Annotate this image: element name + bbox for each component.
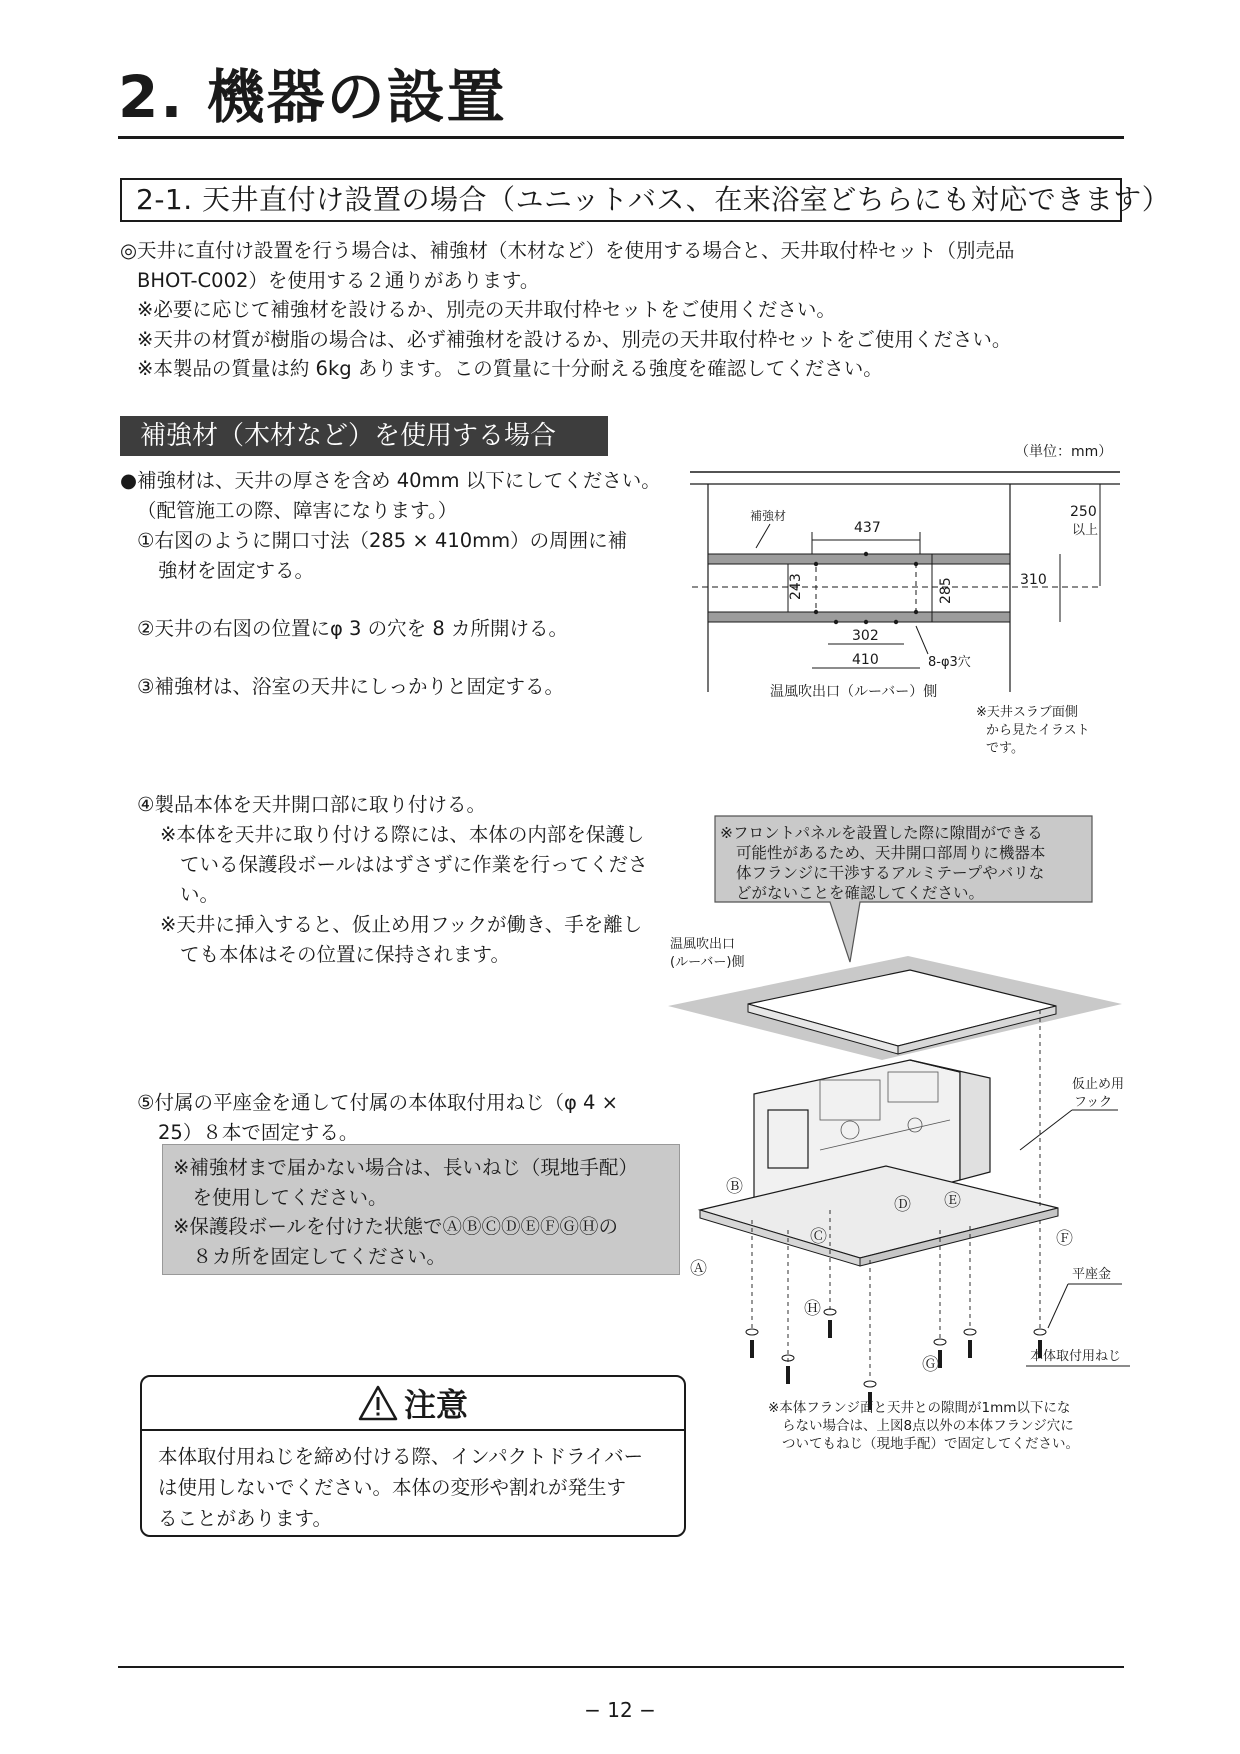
step-5: ⑤付属の平座金を通して付属の本体取付用ねじ（φ 4 ×	[137, 1091, 618, 1114]
flange-note-line: ※本体フランジ面と天井との隙間が1mm以下にな	[768, 1400, 1071, 1416]
opening-outline	[816, 564, 916, 612]
caution-body	[142, 1431, 684, 1534]
long-screw-note-box	[162, 1144, 680, 1275]
dim-243: 243	[788, 573, 804, 600]
title-rule	[118, 136, 1124, 139]
reinforcement-diagram	[680, 436, 1140, 766]
page-number: − 12 −	[584, 1698, 656, 1722]
callout-line: 可能性があるため、天井開口部周りに機器本	[736, 844, 1046, 862]
point-label-f: Ⓕ	[1056, 1229, 1073, 1249]
step-4-note-1: ている保護段ボールははずさずに作業を行ってくださ	[180, 853, 648, 876]
intro-note: ※天井の材質が樹脂の場合は、必ず補強材を設けるか、別売の天井取付枠セットをご使用ください。	[137, 327, 1012, 351]
louver-label: (ルーバー)側	[670, 955, 745, 970]
flange-note-line: らない場合は、上図8点以外の本体フランジ穴に	[782, 1418, 1074, 1434]
intro-note: ※必要に応じて補強材を設けるか、別売の天井取付枠セットをご使用ください。	[137, 298, 836, 321]
step-4-note-1: ※本体を天井に取り付ける際には、本体の内部を保護し	[160, 823, 645, 846]
point-label-c: Ⓒ	[810, 1227, 827, 1247]
caution-line: ることがあります。	[158, 1507, 332, 1530]
leader-line	[1020, 1110, 1072, 1150]
leader-line	[916, 626, 928, 654]
footer-rule	[118, 1666, 1124, 1668]
view-note-line: です。	[986, 741, 1024, 756]
washer-label: 平座金	[1072, 1267, 1112, 1282]
view-note-line: ※天井スラブ面側	[976, 705, 1078, 720]
callout-line: 体フランジに干渉するアルミテープやバリな	[736, 864, 1045, 882]
caution-line: は使用しないでください。本体の変形や割れが発生す	[158, 1476, 627, 1499]
intro-note: ※本製品の質量は約 6kg あります。この質量に十分耐える強度を確認してください。	[137, 357, 883, 380]
louver-side-label: 温風吹出口（ルーバー）側	[770, 684, 938, 700]
reinforcement-bar-bottom	[708, 612, 1010, 622]
step-1-cont: 強材を固定する。	[158, 559, 315, 582]
point-label-h: Ⓗ	[804, 1299, 821, 1319]
step-4-note-1: い。	[180, 883, 220, 906]
point-label-b: Ⓑ	[726, 1177, 743, 1197]
louver-label: 温風吹出口	[670, 937, 736, 952]
caution-box	[140, 1375, 686, 1537]
section-heading: 2-1. 天井直付け設置の場合（ユニットバス、在来浴室どちらにも対応できます）	[120, 178, 1122, 222]
dim-437: 437	[854, 520, 881, 536]
point-label-e: Ⓔ	[944, 1191, 961, 1211]
point-label-d: Ⓓ	[894, 1195, 911, 1215]
leader-line	[756, 524, 770, 548]
unit-label: （単位：mm）	[1015, 444, 1113, 460]
dim-410: 410	[852, 652, 879, 668]
intro-line: BHOT-C002）を使用する２通りがあります。	[137, 268, 540, 292]
caution-line: 本体取付用ねじを締め付ける際、インパクトドライバー	[158, 1445, 644, 1468]
note-line: ※補強材まで届かない場合は、長いねじ（現地手配）	[173, 1156, 638, 1179]
note-line: を使用してください。	[173, 1185, 388, 1209]
step-1: ①右図のように開口寸法（285 × 410mm）の周囲に補	[137, 529, 628, 552]
step-2: ②天井の右図の位置にφ 3 の穴を 8 カ所開ける。	[137, 617, 568, 640]
hook-label: 仮止め用	[1072, 1077, 1125, 1092]
callout-line: ※フロントパネルを設置した際に隙間ができる	[720, 824, 1043, 842]
view-note-line: から見たイラスト	[986, 723, 1090, 738]
dim-310: 310	[1020, 572, 1047, 588]
bullet-thickness-note: （配管施工の際、障害になります。）	[137, 499, 458, 522]
dim-285: 285	[938, 577, 954, 604]
step-4: ④製品本体を天井開口部に取り付ける。	[137, 793, 486, 816]
intro-text	[120, 236, 1130, 384]
installation-diagram	[660, 810, 1140, 1470]
point-label-g: Ⓖ	[922, 1355, 939, 1375]
screw-label: 本体取付用ねじ	[1030, 1349, 1122, 1364]
step-3: ③補強材は、浴室の天井にしっかりと固定する。	[137, 675, 564, 698]
bullet-thickness: ●補強材は、天井の厚さを含め 40mm 以下にしてください。	[120, 469, 661, 492]
intro-line: ◎天井に直付け設置を行う場合は、補強材（木材など）を使用する場合と、天井取付枠セット（別売品	[120, 239, 1015, 262]
callout-line: どがないことを確認してください。	[736, 884, 985, 902]
step-4-note-2: ても本体はその位置に保持されます。	[180, 943, 510, 966]
subsection-heading: 補強材（木材など）を使用する場合	[120, 416, 608, 456]
leader-line	[1048, 1284, 1068, 1328]
dim-302: 302	[852, 628, 879, 644]
dim-250: 250	[1070, 504, 1097, 520]
step-4-note-2: ※天井に挿入すると、仮止め用フックが働き、手を離し	[160, 913, 643, 936]
hook-label: フック	[1074, 1095, 1113, 1110]
note-line: ※保護段ボールを付けた状態でⒶⒷⒸⒹⒺⒻⒼⒽの	[173, 1215, 618, 1238]
screws	[746, 1309, 1046, 1410]
step-5-cont: 25）８本で固定する。	[158, 1121, 359, 1144]
reinforcement-bar-top	[708, 554, 1010, 564]
flange-note-line: ついてもねじ（現地手配）で固定してください。	[782, 1436, 1079, 1452]
point-label-a: Ⓐ	[690, 1259, 707, 1279]
note-line: ８カ所を固定してください。	[173, 1244, 447, 1268]
holes-label: 8-φ3穴	[928, 655, 971, 670]
page-title: 2. 機器の設置	[118, 63, 507, 131]
caution-title: 注意	[403, 1386, 468, 1424]
reinforcement-label: 補強材	[750, 509, 787, 523]
caution-header	[142, 1377, 684, 1431]
dim-250-sub: 以上	[1072, 523, 1099, 538]
warning-icon	[358, 1385, 398, 1421]
